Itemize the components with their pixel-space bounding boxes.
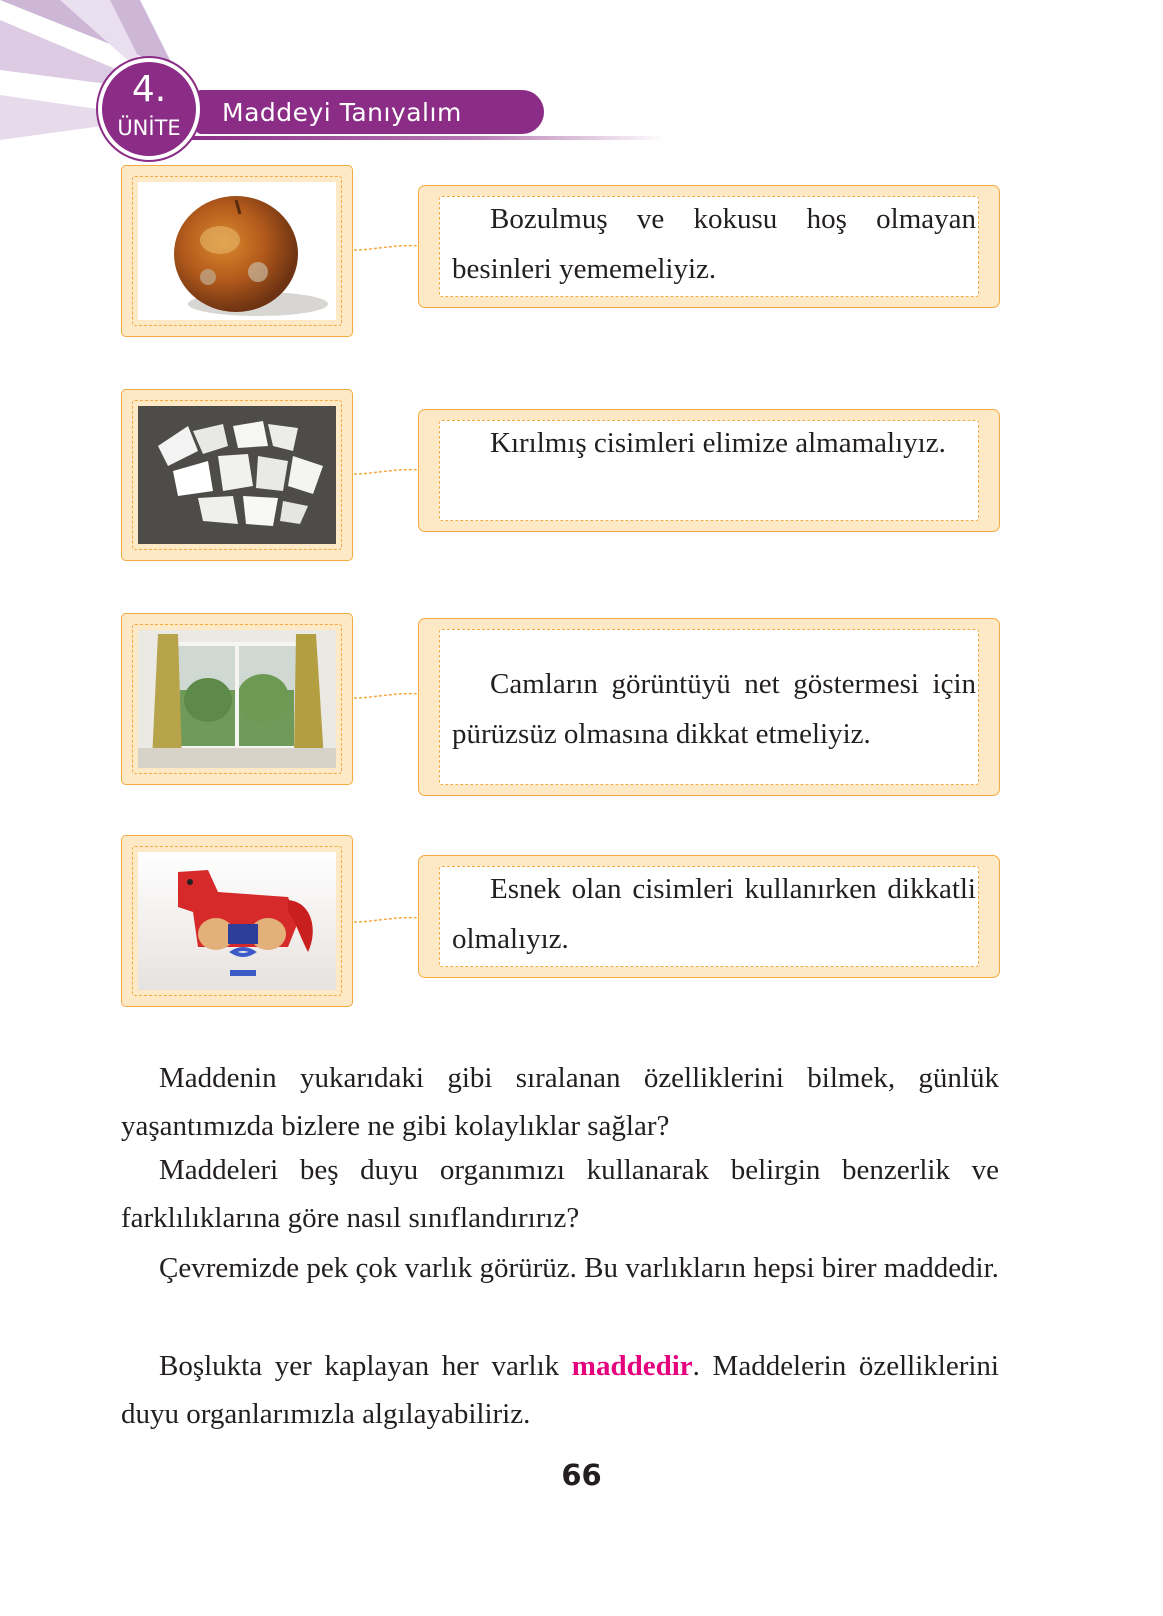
window-curtains-photo bbox=[138, 630, 336, 768]
photo-card-window bbox=[121, 613, 353, 785]
paragraph-4 bbox=[121, 1342, 999, 1438]
tip-card-1 bbox=[418, 185, 1000, 308]
unit-number: 4. bbox=[131, 69, 167, 110]
photo-card-glass bbox=[121, 389, 353, 561]
paragraph-4-start: Boşlukta yer kaplayan her varlık bbox=[159, 1350, 572, 1382]
page-number: 66 bbox=[561, 1458, 602, 1492]
broken-glass-photo bbox=[138, 406, 336, 544]
highlight-term: maddedir bbox=[571, 1350, 693, 1382]
rotten-apple-photo bbox=[138, 182, 336, 320]
tip-text-3: Camların görüntüyü net göstermesi için pürüzsüz olmasına dikkat etmeliyiz. bbox=[452, 668, 976, 750]
tip-text-1: Bozulmuş ve kokusu hoş olmayan besinleri yememeliyiz. bbox=[452, 203, 976, 285]
spring-rocking-horse-photo bbox=[138, 852, 336, 990]
photo-card-horse bbox=[121, 835, 353, 1007]
unit-title: Maddeyi Tanıyalım bbox=[222, 98, 462, 127]
tip-text-4: Esnek olan cisimleri kullanırken dikkatli olmalıyız. bbox=[452, 873, 976, 955]
tip-card-4 bbox=[418, 855, 1000, 978]
paragraph-1: Maddenin yukarıdaki gibi sıralanan özelliklerini bilmek, günlük yaşantımızda bizlere ne gibi kolaylıklar sağlar? bbox=[121, 1062, 999, 1142]
unit-badge bbox=[98, 58, 200, 160]
tip-card-2 bbox=[418, 409, 1000, 532]
unit-label: ÜNİTE bbox=[117, 116, 181, 140]
paragraph-2: Maddeleri beş duyu organımızı kullanarak belirgin benzerlik ve farklılıklarına göre nasıl sınıflandırırız? bbox=[121, 1154, 999, 1234]
photo-card-apple bbox=[121, 165, 353, 337]
tip-card-3 bbox=[418, 618, 1000, 796]
paragraph-4-end: . Maddelerin özelliklerini duyu organlarımızla algılayabiliriz. bbox=[121, 1350, 999, 1430]
header-underline bbox=[186, 136, 666, 140]
tip-text-2: Kırılmış cisimleri elimize almamalıyız. bbox=[490, 427, 946, 459]
paragraph-3: Çevremizde pek çok varlık görürüz. Bu varlıkların hepsi birer maddedir. bbox=[159, 1252, 999, 1284]
